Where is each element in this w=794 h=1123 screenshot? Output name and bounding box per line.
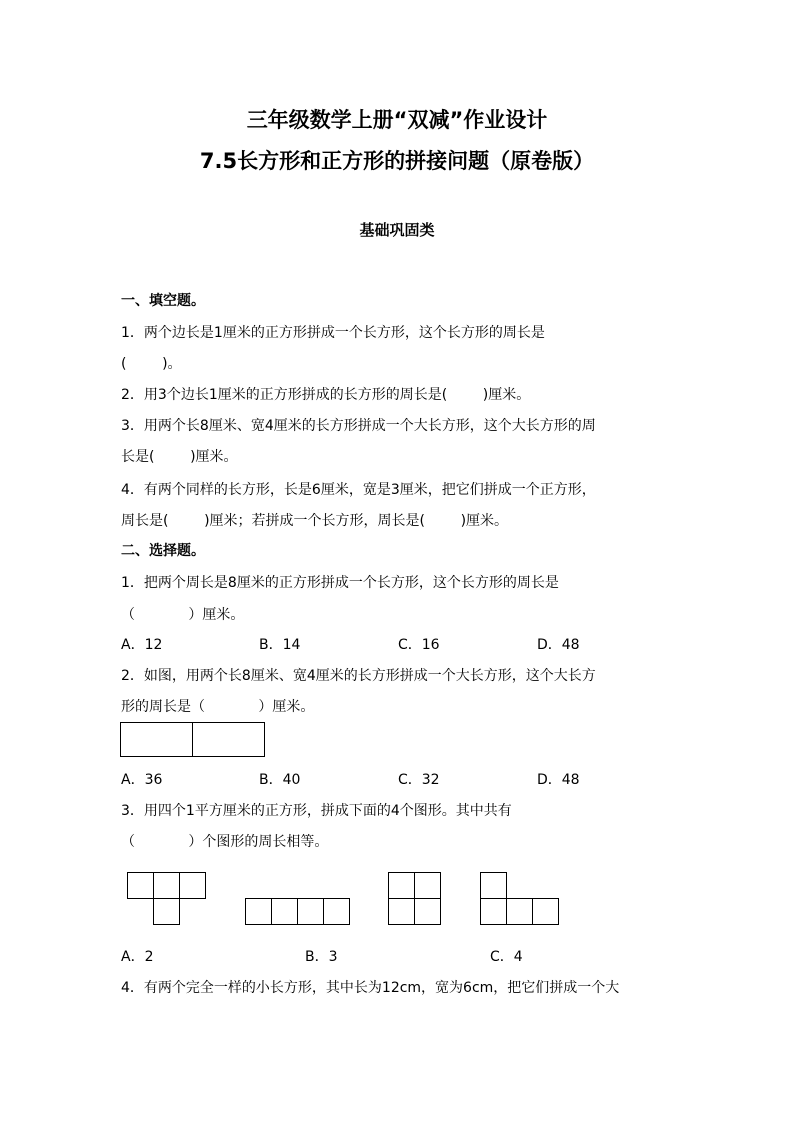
- square: [533, 899, 559, 925]
- choice-q1-option-a: A．12: [121, 637, 163, 653]
- straight-line-figure: [245, 898, 351, 926]
- t-shape-figure: [127, 872, 207, 926]
- choice-q1-line1: 1．把两个周长是8厘米的正方形拼成一个长方形，这个长方形的周长是: [121, 575, 559, 591]
- rectangle-right: [193, 723, 265, 757]
- part1-heading: 一、填空题。: [121, 293, 205, 309]
- choice-q3-line2: （ ）个图形的周长相等。: [121, 834, 329, 850]
- square: [154, 899, 180, 925]
- fill-q1-line1: 1．两个边长是1厘米的正方形拼成一个长方形，这个长方形的周长是: [121, 325, 545, 341]
- square: [481, 899, 507, 925]
- choice-q3-option-a: A．2: [121, 949, 154, 965]
- document-title-line-2: 7.5长方形和正方形的拼接问题（原卷版）: [199, 149, 595, 173]
- square: [389, 873, 415, 899]
- part2-heading: 二、选择题。: [121, 543, 205, 559]
- square: [324, 899, 350, 925]
- square: [154, 873, 180, 899]
- square: [415, 899, 441, 925]
- choice-q2-option-a: A．36: [121, 772, 163, 788]
- choice-q2-option-c: C．32: [398, 772, 440, 788]
- fill-q3-line1: 3．用两个长8厘米、宽4厘米的长方形拼成一个大长方形，这个大长方形的周: [121, 418, 596, 434]
- square-block-figure: [388, 872, 442, 926]
- l-shape-figure: [480, 872, 560, 926]
- choice-q2-line2: 形的周长是（ ）厘米。: [121, 699, 315, 715]
- choice-q3-line1: 3．用四个1平方厘米的正方形，拼成下面的4个图形。其中共有: [121, 803, 512, 819]
- square: [389, 899, 415, 925]
- choice-q2-line1: 2．如图，用两个长8厘米、宽4厘米的长方形拼成一个大长方形，这个大长方: [121, 668, 596, 684]
- square: [298, 899, 324, 925]
- fill-q4-line1: 4．有两个同样的长方形，长是6厘米，宽是3厘米，把它们拼成一个正方形，: [121, 482, 596, 498]
- square: [246, 899, 272, 925]
- choice-q1-option-b: B．14: [259, 637, 301, 653]
- square: [128, 873, 154, 899]
- choice-q4-line1: 4．有两个完全一样的小长方形，其中长为12cm，宽为6cm，把它们拼成一个大: [121, 980, 620, 996]
- square: [415, 873, 441, 899]
- fill-q1-line2: ( )。: [121, 356, 182, 372]
- two-rectangles-figure: [120, 722, 266, 758]
- choice-q3-option-c: C．4: [490, 949, 523, 965]
- square: [507, 899, 533, 925]
- document-title-line-1: 三年级数学上册“双减”作业设计: [246, 108, 548, 132]
- square: [180, 873, 206, 899]
- fill-q4-line2: 周长是( )厘米；若拼成一个长方形，周长是( )厘米。: [121, 513, 509, 529]
- choice-q1-option-d: D．48: [537, 637, 580, 653]
- choice-q3-option-b: B．3: [305, 949, 338, 965]
- choice-q2-option-b: B．40: [259, 772, 301, 788]
- square: [481, 873, 507, 899]
- choice-q2-option-d: D．48: [537, 772, 580, 788]
- rectangle-left: [121, 723, 193, 757]
- fill-q2: 2．用3个边长1厘米的正方形拼成的长方形的周长是( )厘米。: [121, 387, 531, 403]
- section-title: 基础巩固类: [359, 221, 435, 239]
- fill-q3-line2: 长是( )厘米。: [121, 449, 238, 465]
- choice-q1-line2: （ ）厘米。: [121, 607, 245, 623]
- square: [272, 899, 298, 925]
- choice-q1-option-c: C．16: [398, 637, 440, 653]
